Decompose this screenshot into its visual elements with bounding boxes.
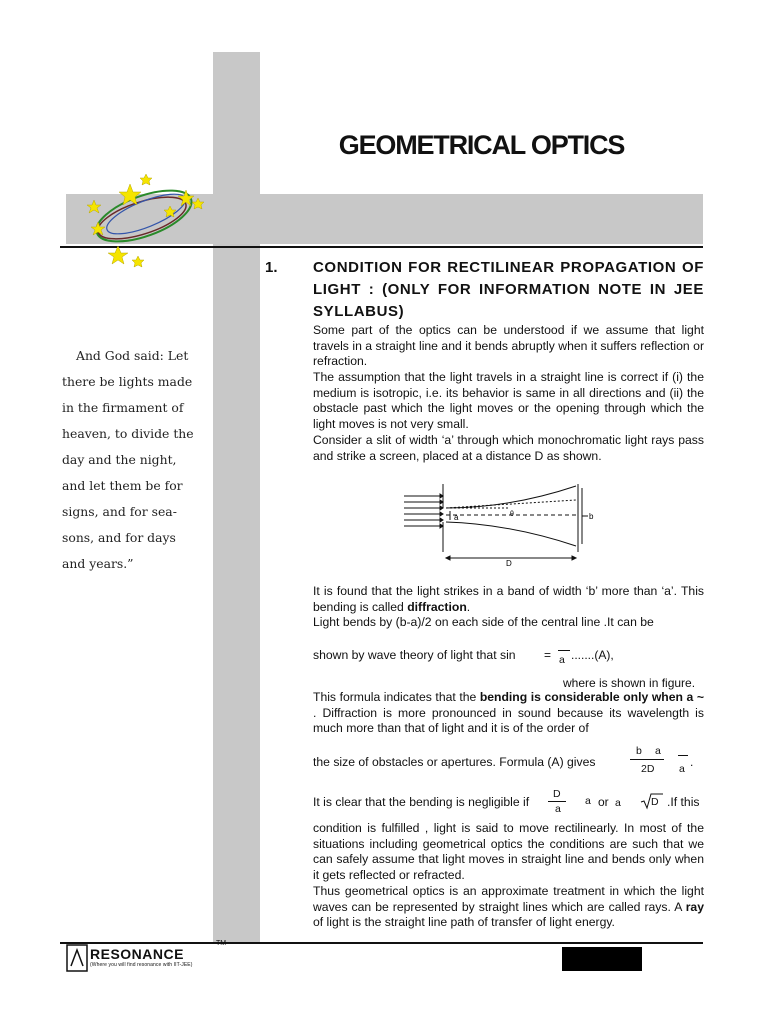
page-title: GEOMETRICAL OPTICS (338, 130, 625, 160)
quote-line: and let them be for (62, 478, 183, 493)
diagram-label-a: a (454, 513, 459, 522)
sqrt-radicand: D (651, 796, 659, 808)
fraction-numerator: b (636, 745, 642, 757)
equation-label: .......(A), (571, 648, 614, 662)
sidebar-quote (62, 343, 192, 577)
term-diffraction: diffraction (407, 599, 467, 614)
paragraph: the size of obstacles or apertures. Formula (A) gives (313, 755, 596, 769)
quote-line: day and the night, (62, 452, 177, 467)
fraction-numerator: a (655, 745, 661, 757)
quote-line: heaven, to divide the (62, 426, 194, 441)
diagram-label-D: D (506, 559, 512, 568)
resonance-logo (66, 944, 206, 974)
fraction-denominator: 2D (641, 763, 655, 775)
or-text: or (598, 795, 609, 809)
quote-line: and years.” (62, 556, 134, 571)
emblem-orbit-icon (82, 172, 212, 268)
page-number-block (562, 947, 642, 971)
paragraph-text: .If this (667, 795, 700, 809)
emphasis-text: bending is considerable only when a (479, 690, 694, 704)
diffraction-diagram (400, 478, 610, 570)
approx-sign: ~ (696, 690, 704, 704)
paragraph-text: Thus geometrical optics is an approximate treatment in which the light waves can be represented by straight lines which are called rays. A (313, 884, 704, 914)
quote-line: And God said: Let (76, 348, 189, 363)
fraction-bar (558, 650, 570, 651)
quote-line: in the firmament of (62, 400, 184, 415)
symbol-a: a (585, 795, 591, 807)
period: . (690, 755, 694, 769)
fraction-bar (548, 801, 566, 802)
paragraph-text: It is found that the light strikes in a band of width ‘b’ more than ‘a’. This bending is called (313, 584, 704, 614)
fraction-numerator: D (553, 788, 561, 800)
paragraph: Some part of the optics can be understood if we assume that light travels in a straight line and it bends abruptly when it suffers reflection or refraction. (313, 323, 704, 368)
equals-sign: = (544, 648, 552, 662)
fraction-bar (678, 755, 688, 756)
quote-line: there be lights made (62, 374, 193, 389)
symbol-a: a (615, 797, 621, 809)
paragraph: condition is fulfilled , light is said to move rectilinearly. In most of the situations including geometrical optics the conditions are such that we can safely assume that light moves in straight line and bends only when it gets reflected or refracted. (313, 821, 704, 882)
section-heading: CONDITION FOR RECTILINEAR PROPAGATION OF LIGHT : (ONLY FOR INFORMATION NOTE IN JEE SYLLABUS) (313, 259, 704, 320)
where-note: where is shown in figure. (563, 676, 696, 690)
paragraph-text: This formula indicates that the (313, 690, 480, 704)
paragraph: shown by wave theory of light that sin (313, 648, 516, 662)
paragraph (313, 884, 704, 931)
fraction-bar (630, 759, 664, 760)
resonance-emblem-icon (66, 944, 88, 972)
term-ray: ray (685, 899, 704, 914)
paragraph: Light bends by (b-a)/2 on each side of the central line .It can be (313, 615, 654, 629)
logo-text: RESONANCE (90, 946, 184, 962)
gray-vertical-band (213, 52, 260, 942)
paragraph-text: . (466, 599, 471, 614)
fraction-denominator: a (559, 654, 565, 666)
quote-line: sons, and for days (62, 530, 176, 545)
paragraph-text: . Diffraction is more pronounced in sound because its wavelength is much more than that of light and it is of the order of (313, 705, 704, 735)
diagram-label-b: b (589, 512, 594, 521)
logo-tagline: (Where you will find resonance with IIT-JEE) (90, 962, 193, 968)
quote-line: signs, and for sea- (62, 504, 177, 519)
paragraph: It is clear that the bending is negligible if (313, 795, 530, 809)
trademark-mark: TM (216, 940, 227, 947)
fraction-denominator: a (679, 763, 685, 775)
section-number: 1. (265, 259, 278, 276)
paragraph: Consider a slit of width ‘a’ through which monochromatic light rays pass and strike a screen, placed at a distance D as shown. (313, 433, 704, 463)
paragraph-text: of light is the straight line path of transfer of light energy. (313, 915, 615, 929)
diagram-label-theta: θ (510, 511, 514, 518)
paragraph (313, 584, 704, 615)
fraction-denominator: a (555, 803, 561, 815)
paragraph: The assumption that the light travels in a straight line is correct if (i) the medium is isotropic, i.e. its behavior is same in all directions and (ii) the obstacle past which the light moves or the opening through which the light moves is not very small. (313, 370, 704, 431)
paragraph (313, 690, 704, 737)
